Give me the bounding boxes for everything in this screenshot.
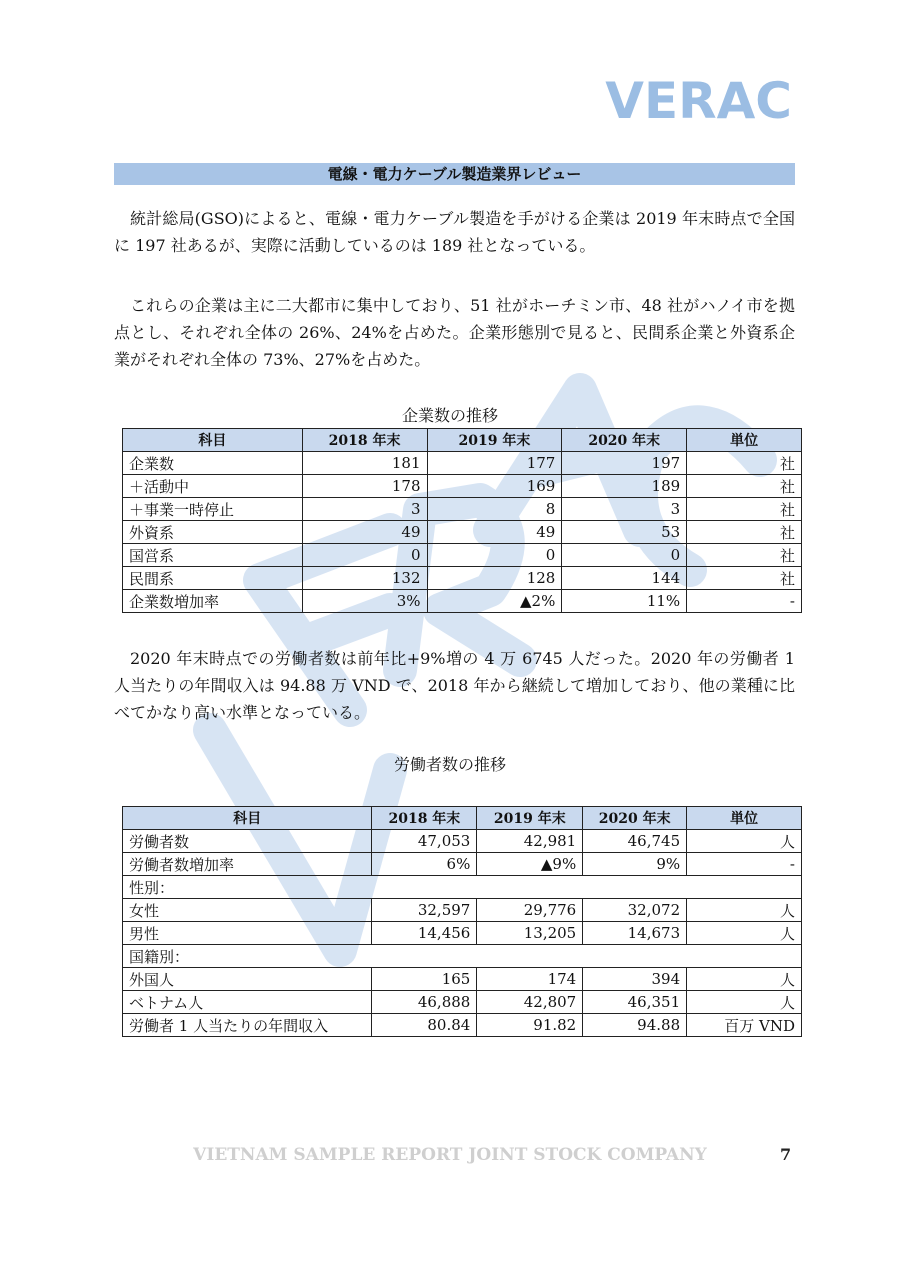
table-row [123, 1014, 802, 1037]
value-cell: 46,351 [583, 991, 687, 1014]
value-cell: 0 [562, 544, 687, 567]
table-row [123, 922, 802, 945]
section-title: 電線・電力ケーブル製造業界レビュー [114, 163, 795, 185]
page-number: 7 [780, 1145, 792, 1164]
header-2018: 2018 年末 [372, 807, 477, 830]
value-cell: 29,776 [477, 899, 583, 922]
unit-cell: 社 [687, 475, 802, 498]
table-row [123, 945, 802, 968]
table-header-row [123, 429, 802, 452]
value-cell: 177 [427, 452, 562, 475]
row-label: ＋活動中 [123, 475, 303, 498]
row-label: 性別： [123, 876, 802, 899]
value-cell: ▲2% [427, 590, 562, 613]
header-unit: 単位 [687, 429, 802, 452]
value-cell: 394 [583, 968, 687, 991]
row-label: 国営系 [123, 544, 303, 567]
unit-cell: - [687, 590, 802, 613]
value-cell: 174 [477, 968, 583, 991]
value-cell: 42,981 [477, 830, 583, 853]
value-cell: 3 [562, 498, 687, 521]
worker-count-table [122, 806, 802, 1037]
value-cell: 13,205 [477, 922, 583, 945]
paragraph-1: 統計総局(GSO)によると、電線・電力ケーブル製造を手がける企業は 2019 年末時点で全国に 197 社あるが、実際に活動しているのは 189 社となっている。 [114, 209, 795, 255]
header-2019: 2019 年末 [427, 429, 562, 452]
value-cell: 169 [427, 475, 562, 498]
value-cell: 11% [562, 590, 687, 613]
value-cell: 47,053 [372, 830, 477, 853]
row-label: 外国人 [123, 968, 372, 991]
unit-cell: 社 [687, 567, 802, 590]
unit-cell: - [687, 853, 802, 876]
value-cell: 3% [302, 590, 427, 613]
row-label: 男性 [123, 922, 372, 945]
value-cell: 132 [302, 567, 427, 590]
table-row [123, 544, 802, 567]
unit-cell: 社 [687, 544, 802, 567]
company-count-table [122, 428, 802, 613]
unit-cell: 人 [687, 830, 802, 853]
row-label: 女性 [123, 899, 372, 922]
unit-cell: 人 [687, 922, 802, 945]
table-header-row [123, 807, 802, 830]
footer-company: VIETNAM SAMPLE REPORT JOINT STOCK COMPANY [193, 1145, 707, 1165]
value-cell: 144 [562, 567, 687, 590]
header-2020: 2020 年末 [562, 429, 687, 452]
table-row [123, 853, 802, 876]
table-row [123, 521, 802, 544]
table-row [123, 475, 802, 498]
value-cell: 80.84 [372, 1014, 477, 1037]
header-2018: 2018 年末 [302, 429, 427, 452]
value-cell: 46,745 [583, 830, 687, 853]
value-cell: 46,888 [372, 991, 477, 1014]
value-cell: 189 [562, 475, 687, 498]
unit-cell: 人 [687, 991, 802, 1014]
header-2019: 2019 年末 [477, 807, 583, 830]
table-row [123, 498, 802, 521]
value-cell: 94.88 [583, 1014, 687, 1037]
table-row [123, 567, 802, 590]
value-cell: 178 [302, 475, 427, 498]
unit-cell: 人 [687, 968, 802, 991]
value-cell: 165 [372, 968, 477, 991]
table-row [123, 452, 802, 475]
table-row [123, 830, 802, 853]
header-unit: 単位 [687, 807, 802, 830]
value-cell: 53 [562, 521, 687, 544]
unit-cell: 人 [687, 899, 802, 922]
header-2020: 2020 年末 [583, 807, 687, 830]
value-cell: 49 [302, 521, 427, 544]
value-cell: 9% [583, 853, 687, 876]
table-row [123, 899, 802, 922]
row-label: 外資系 [123, 521, 303, 544]
row-label: 労働者数増加率 [123, 853, 372, 876]
value-cell: 32,597 [372, 899, 477, 922]
paragraph-3: 2020 年末時点での労働者数は前年比+9%増の 4 万 6745 人だった。2020 年の労働者 1 人当たりの年間収入は 94.88 万 VND で、2018 年から継続して増加しており、他の業種に比べてかなり高い水準となっている。 [114, 649, 795, 722]
unit-cell: 社 [687, 521, 802, 544]
table-row [123, 876, 802, 899]
row-label: 労働者数 [123, 830, 372, 853]
header-item: 科目 [123, 807, 372, 830]
value-cell: 32,072 [583, 899, 687, 922]
value-cell: ▲9% [477, 853, 583, 876]
value-cell: 0 [427, 544, 562, 567]
value-cell: 128 [427, 567, 562, 590]
value-cell: 91.82 [477, 1014, 583, 1037]
row-label: ＋事業一時停止 [123, 498, 303, 521]
paragraph-2: これらの企業は主に二大都市に集中しており、51 社がホーチミン市、48 社がハノイ市を拠点とし、それぞれ全体の 26%、24%を占めた。企業形態別で見ると、民間系企業と外資系企業がそれぞれ全体の 73%、27%を占めた。 [114, 296, 795, 369]
value-cell: 6% [372, 853, 477, 876]
table-row [123, 590, 802, 613]
verac-logo: VERAC [605, 72, 792, 130]
row-label: 労働者 1 人当たりの年間収入 [123, 1014, 372, 1037]
table-row [123, 968, 802, 991]
table1-caption: 企業数の推移 [401, 406, 498, 425]
value-cell: 3 [302, 498, 427, 521]
row-label: 国籍別： [123, 945, 802, 968]
value-cell: 8 [427, 498, 562, 521]
unit-cell: 社 [687, 498, 802, 521]
row-label: 民間系 [123, 567, 303, 590]
value-cell: 49 [427, 521, 562, 544]
row-label: 企業数増加率 [123, 590, 303, 613]
value-cell: 42,807 [477, 991, 583, 1014]
value-cell: 14,456 [372, 922, 477, 945]
value-cell: 197 [562, 452, 687, 475]
value-cell: 0 [302, 544, 427, 567]
row-label: 企業数 [123, 452, 303, 475]
value-cell: 14,673 [583, 922, 687, 945]
header-item: 科目 [123, 429, 303, 452]
table-row [123, 991, 802, 1014]
value-cell: 181 [302, 452, 427, 475]
row-label: ベトナム人 [123, 991, 372, 1014]
table2-caption: 労働者数の推移 [393, 755, 506, 774]
unit-cell: 社 [687, 452, 802, 475]
unit-cell: 百万 VND [687, 1014, 802, 1037]
